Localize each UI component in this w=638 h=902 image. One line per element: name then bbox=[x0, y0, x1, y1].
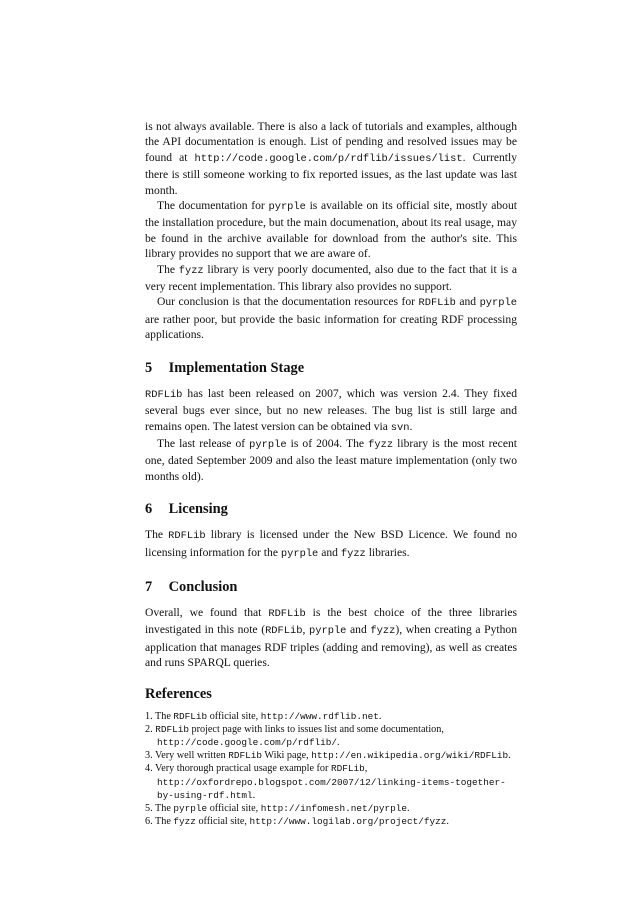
code-term: svn bbox=[390, 421, 410, 434]
code-term: fyzz bbox=[178, 264, 204, 277]
code-term: http://oxfordrepo.blogspot.com/2007/12/linking-items-together-by-using-rdf.html bbox=[157, 776, 506, 801]
code-term: fyzz bbox=[368, 438, 394, 451]
code-term: RDFLib bbox=[145, 388, 183, 401]
section-number: 7 bbox=[145, 578, 153, 595]
code-term: RDFLib bbox=[418, 297, 456, 310]
paragraph: RDFLib has last been released on 2007, which was version 2.4. They fixed several bugs ever since, but no new releases. The bug list is still large and remains open. The latest version can be obtained via svn. bbox=[145, 386, 517, 434]
reference-item: 5. The pyrple official site, http://infomesh.net/pyrple. bbox=[145, 802, 410, 814]
code-term: http://www.logilab.org/project/fyzz bbox=[249, 816, 447, 828]
reference-item: 3. Very well written RDFLib Wiki page, http://en.wikipedia.org/wiki/RDFLib. bbox=[145, 750, 511, 762]
code-term: RDFLib bbox=[330, 763, 365, 775]
paragraph: The fyzz library is very poorly documented, also due to the fact that it is a very recent implementation. This library also provides no support. bbox=[145, 262, 517, 294]
paragraph: The RDFLib library is licensed under the New BSD Licence. We found no licensing information for the pyrple and fyzz libraries. bbox=[145, 528, 517, 560]
code-term: fyzz bbox=[370, 625, 396, 638]
paragraph: The last release of pyrple is of 2004. The fyzz library is the most recent one, dated September 2009 and also the least mature implementation (only two months old). bbox=[145, 436, 517, 483]
section-heading bbox=[145, 500, 517, 518]
references-heading: References bbox=[145, 685, 212, 702]
references-list bbox=[145, 710, 517, 829]
section-heading bbox=[145, 578, 517, 596]
reference-item: 4. Very thorough practical usage example for RDFLib, http://oxfordrepo.blogspot.com/2007/12/linking-items-together-by-using-rdf.html. bbox=[145, 763, 506, 801]
code-term: pyrple bbox=[479, 297, 517, 310]
reference-item: 1. The RDFLib official site, http://www.rdflib.net. bbox=[145, 710, 382, 722]
code-term: http://code.google.com/p/rdflib/issues/list bbox=[194, 152, 463, 165]
code-term: RDFLib bbox=[268, 607, 306, 620]
paragraph: is not always available. There is also a lack of tutorials and examples, although the API documentation is enough. List of pending and resolved issues may be found at http://code.google.com/p/rdflib/issues/list. Currently there is still someone working to fix reported issues, as the last update was last month. bbox=[145, 120, 517, 197]
section-title: Conclusion bbox=[168, 578, 238, 595]
code-term: http://en.wikipedia.org/wiki/RDFLib bbox=[311, 750, 509, 762]
code-term: RDFLib bbox=[155, 723, 189, 735]
code-term: pyrple bbox=[268, 201, 306, 214]
paragraph: Our conclusion is that the documentation resources for RDFLib and pyrple are rather poor, but provide the basic information for creating RDF processing applications. bbox=[145, 295, 517, 342]
code-term: RDFLib bbox=[228, 750, 263, 762]
reference-item: 6. The fyzz official site, http://www.logilab.org/project/fyzz. bbox=[145, 816, 449, 828]
section-number: 6 bbox=[145, 501, 153, 518]
section-heading bbox=[145, 359, 517, 377]
page-content bbox=[145, 119, 517, 828]
code-term: http://infomesh.net/pyrple bbox=[260, 802, 408, 814]
section-title: Licensing bbox=[168, 501, 228, 518]
code-term: fyzz bbox=[340, 547, 366, 560]
code-term: pyrple bbox=[249, 438, 287, 451]
section-title: Implementation Stage bbox=[168, 359, 305, 376]
code-term: pyrple bbox=[309, 625, 347, 638]
code-term: RDFLib bbox=[173, 710, 208, 722]
code-term: pyrple bbox=[280, 547, 319, 560]
code-term: http://code.google.com/p/rdflib/ bbox=[157, 736, 338, 748]
code-term: RDFLib bbox=[265, 625, 303, 638]
reference-item: 2. RDFLib project page with links to issues list and some documentation, http://code.google.com/p/rdflib/. bbox=[145, 723, 444, 748]
code-term: pyrple bbox=[173, 802, 208, 814]
paragraph: Overall, we found that RDFLib is the best choice of the three libraries investigated in this note (RDFLib, pyrple and fyzz), when creating a Python application that manages RDF triples (adding and removing), as well as creates and runs SPARQL queries. bbox=[145, 605, 517, 670]
paragraph: The documentation for pyrple is available on its official site, mostly about the installation procedure, but the main documenation, about its real usage, may be found in the archive available for download from the author's site. This library provides no support that we are aware of. bbox=[145, 199, 517, 261]
section-number: 5 bbox=[145, 359, 153, 376]
code-term: http://www.rdflib.net bbox=[260, 710, 379, 722]
code-term: fyzz bbox=[173, 816, 196, 828]
code-term: RDFLib bbox=[168, 530, 206, 543]
